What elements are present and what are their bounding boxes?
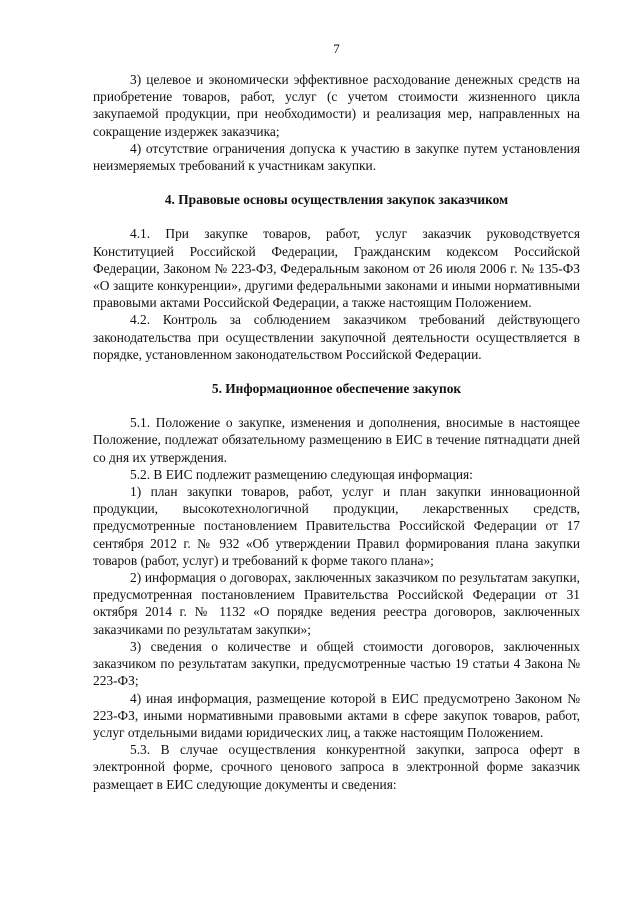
paragraph-4-1: 4.1. При закупке товаров, работ, услуг заказчик руководствуется Конституцией Российской Федерации, Гражданским кодексом Российской Федерации, Законом № 223-ФЗ, Федеральным законом от 26 июля 2006 г. № 135-ФЗ «О защите конкуренции», другими федеральными законами и иными нормативными правовыми актами Российской Федерации, а также настоящим Положением. — [93, 226, 580, 311]
section-5-heading: 5. Информационное обеспечение закупок — [211, 381, 462, 397]
page-number: 7 — [333, 41, 340, 56]
paragraph-5-2-item-1: 1) план закупки товаров, работ, услуг и план закупки инновационной продукции, высокотехнологичной продукции, лекарственных средств, предусмотренные постановлением Правительства Российской Федерации от 17 сентября 2012 г. № 932 «Об утверждении Правил формирования плана закупки товаров (работ, услуг) и требований к форме такого плана»; — [93, 484, 580, 568]
paragraph-5-2-item-3: 3) сведения о количестве и общей стоимости договоров, заключенных заказчиком по результатам закупки, предусмотренные частью 19 статьи 4 Закона № 223-ФЗ; — [93, 638, 580, 689]
paragraph-5-2: 5.2. В ЕИС подлежит размещению следующая информация: — [130, 466, 473, 482]
paragraph-4-2: 4.2. Контроль за соблюдением заказчиком требований действующего законодательства при осуществлении закупочной деятельности осуществляется в порядке, установленном законодательством Российской Федерации. — [93, 312, 580, 362]
section-4-heading: 4. Правовые основы осуществления закупок заказчиком — [164, 192, 509, 208]
paragraph-principle-4: 4) отсутствие ограничения допуска к участию в закупке путем установления неизмеряемых требований к участникам закупки. — [93, 140, 580, 174]
paragraph-5-2-item-2: 2) информация о договорах, заключенных заказчиком по результатам закупки, предусмотренная постановлением Правительства Российской Федерации от 31 октября 2014 г. № 1132 «О порядке ведения реестра договоров, заключенных заказчиками по результатам закупки»; — [93, 570, 580, 637]
paragraph-principle-3: 3) целевое и экономически эффективное расходование денежных средств на приобретение товаров, работ, услуг (с учетом стоимости жизненного цикла закупаемой продукции, при необходимости) и реализация мер, направленных на сокращение издержек заказчика; — [93, 72, 580, 139]
paragraph-5-3: 5.3. В случае осуществления конкурентной закупки, запроса оферт в электронной форме, срочного ценового запроса в электронной форме заказчик размещает в ЕИС следующие документы и сведения: — [93, 742, 580, 792]
paragraph-5-1: 5.1. Положение о закупке, изменения и дополнения, вносимые в настоящее Положение, подлежат обязательному размещению в ЕИС в течение пятнадцати дней со дня их утверждения. — [93, 415, 580, 465]
paragraph-5-2-item-4: 4) иная информация, размещение которой в ЕИС предусмотрено Законом № 223-ФЗ, иными нормативными правовыми актами в сфере закупок товаров, работ, услуг отдельными видами юридических лиц, а также настоящим Положением. — [93, 690, 580, 740]
